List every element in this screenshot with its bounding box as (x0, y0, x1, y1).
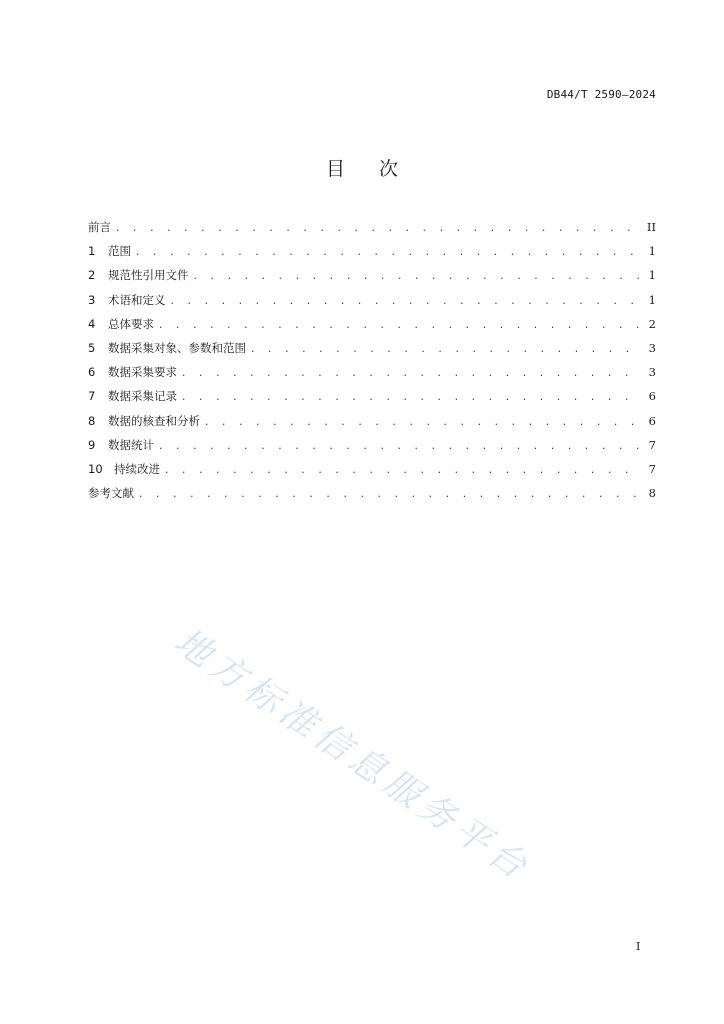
toc-item-foreword[interactable] (88, 219, 656, 243)
page-title: 目次 (325, 158, 432, 180)
toc-page: 1 (648, 292, 656, 307)
toc-page: 1 (648, 244, 656, 259)
toc-item-scope[interactable] (88, 243, 656, 267)
toc-item-statistics[interactable] (88, 437, 656, 461)
standard-code: DB44/T 2590—2024 (546, 88, 656, 101)
toc-item-terms[interactable] (88, 292, 656, 316)
toc-number: 4 (88, 316, 96, 331)
toc-item-bibliography[interactable] (88, 485, 656, 509)
toc-leader (170, 297, 641, 307)
toc-label: 总体要求 (108, 316, 154, 331)
toc-leader (115, 224, 640, 234)
toc-label: 术语和定义 (108, 292, 166, 307)
table-of-contents (88, 219, 656, 509)
toc-label: 数据采集记录 (108, 389, 177, 404)
toc-page: 7 (648, 437, 656, 452)
toc-label: 参考文献 (88, 486, 134, 501)
toc-leader (138, 490, 640, 500)
toc-number: 5 (88, 340, 96, 355)
toc-leader (193, 272, 641, 282)
toc-page: 3 (648, 365, 656, 380)
toc-label: 数据采集对象、参数和范围 (108, 340, 246, 355)
toc-item-collection-records[interactable] (88, 388, 656, 412)
toc-item-collection-requirements[interactable] (88, 364, 656, 388)
toc-leader (181, 369, 640, 379)
toc-number: 8 (88, 413, 96, 428)
toc-item-general-requirements[interactable] (88, 316, 656, 340)
page-number: I (636, 940, 641, 953)
toc-leader (135, 248, 640, 258)
toc-label: 规范性引用文件 (108, 268, 189, 283)
toc-page: 2 (648, 316, 656, 331)
toc-number: 10 (88, 461, 103, 476)
toc-page: 6 (648, 413, 656, 428)
watermark: 地方标准信息服务平台 (166, 620, 538, 890)
toc-label: 持续改进 (114, 461, 160, 476)
toc-page: 8 (648, 486, 656, 501)
toc-label: 数据的核查和分析 (108, 413, 200, 428)
toc-number: 2 (88, 268, 96, 283)
toc-leader (164, 466, 640, 476)
toc-number: 1 (88, 244, 96, 259)
toc-label: 范围 (108, 244, 131, 259)
toc-number: 3 (88, 292, 96, 307)
toc-label: 数据统计 (108, 437, 154, 452)
toc-page: II (646, 220, 656, 234)
toc-leader (158, 442, 640, 452)
toc-page: 3 (648, 340, 656, 355)
toc-number: 6 (88, 365, 96, 380)
toc-leader (250, 345, 640, 355)
toc-label: 前言 (88, 220, 111, 234)
toc-item-normative-references[interactable] (88, 267, 656, 291)
toc-page: 6 (648, 389, 656, 404)
toc-page: 1 (648, 268, 656, 283)
toc-item-verification-analysis[interactable] (88, 413, 656, 437)
toc-number: 7 (88, 389, 96, 404)
toc-item-continuous-improvement[interactable] (88, 461, 656, 485)
toc-label: 数据采集要求 (108, 365, 177, 380)
toc-page: 7 (648, 461, 656, 476)
toc-leader (204, 418, 640, 428)
toc-number: 9 (88, 437, 96, 452)
toc-leader (158, 321, 640, 331)
toc-leader (181, 393, 640, 403)
toc-item-collection-objects[interactable] (88, 340, 656, 364)
